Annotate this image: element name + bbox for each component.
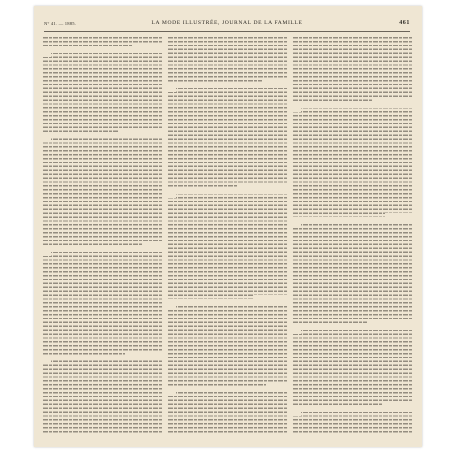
- line-end: [266, 383, 288, 387]
- paragraph-break: [293, 407, 413, 412]
- paragraph-indent: [43, 138, 51, 142]
- paragraph-break: [43, 247, 163, 252]
- newspaper-page: [34, 6, 422, 447]
- line-end: [254, 295, 288, 299]
- issue-number: N° 41. — 1885.: [44, 21, 77, 26]
- paragraph-break: [168, 189, 288, 194]
- paragraph-indent: [293, 412, 301, 416]
- text-lines: [43, 37, 163, 433]
- paragraph-indent: [168, 88, 176, 92]
- paragraph-indent: [293, 222, 301, 226]
- line-end: [262, 79, 288, 83]
- paragraph-indent: [168, 392, 176, 396]
- text-column-1: [43, 37, 163, 433]
- line-end: [373, 99, 413, 103]
- paragraph-indent: [293, 330, 301, 334]
- line-end: [119, 129, 163, 133]
- paragraph-indent: [43, 360, 51, 364]
- header-rule: [44, 31, 410, 32]
- text-column-3: [293, 37, 413, 434]
- paragraph-break: [43, 133, 163, 138]
- paragraph-break: [293, 217, 413, 222]
- text-lines: [168, 37, 288, 434]
- paragraph-break: [168, 299, 288, 304]
- paragraph-break: [293, 103, 413, 108]
- paragraph-indent: [293, 108, 301, 112]
- line-end: [238, 185, 288, 189]
- text-lines: [293, 37, 413, 434]
- line-end: [143, 243, 163, 247]
- paragraph-indent: [168, 304, 176, 308]
- page-header: [44, 19, 410, 29]
- page-number: 461: [399, 20, 410, 26]
- line-end: [125, 351, 163, 355]
- line-end: [367, 321, 413, 325]
- line-end: [133, 45, 163, 49]
- text-column-2: [168, 37, 288, 434]
- paragraph-break: [43, 355, 163, 360]
- paragraph-break: [293, 325, 413, 330]
- paragraph-break: [168, 83, 288, 88]
- paragraph-break: [168, 387, 288, 392]
- line-end: [385, 213, 413, 217]
- paragraph-indent: [43, 252, 51, 256]
- journal-title: LA MODE ILLUSTRÉE, JOURNAL DE LA FAMILLE: [151, 20, 303, 26]
- line-end: [383, 403, 413, 407]
- paragraph-indent: [168, 194, 176, 198]
- paragraph-indent: [43, 53, 51, 57]
